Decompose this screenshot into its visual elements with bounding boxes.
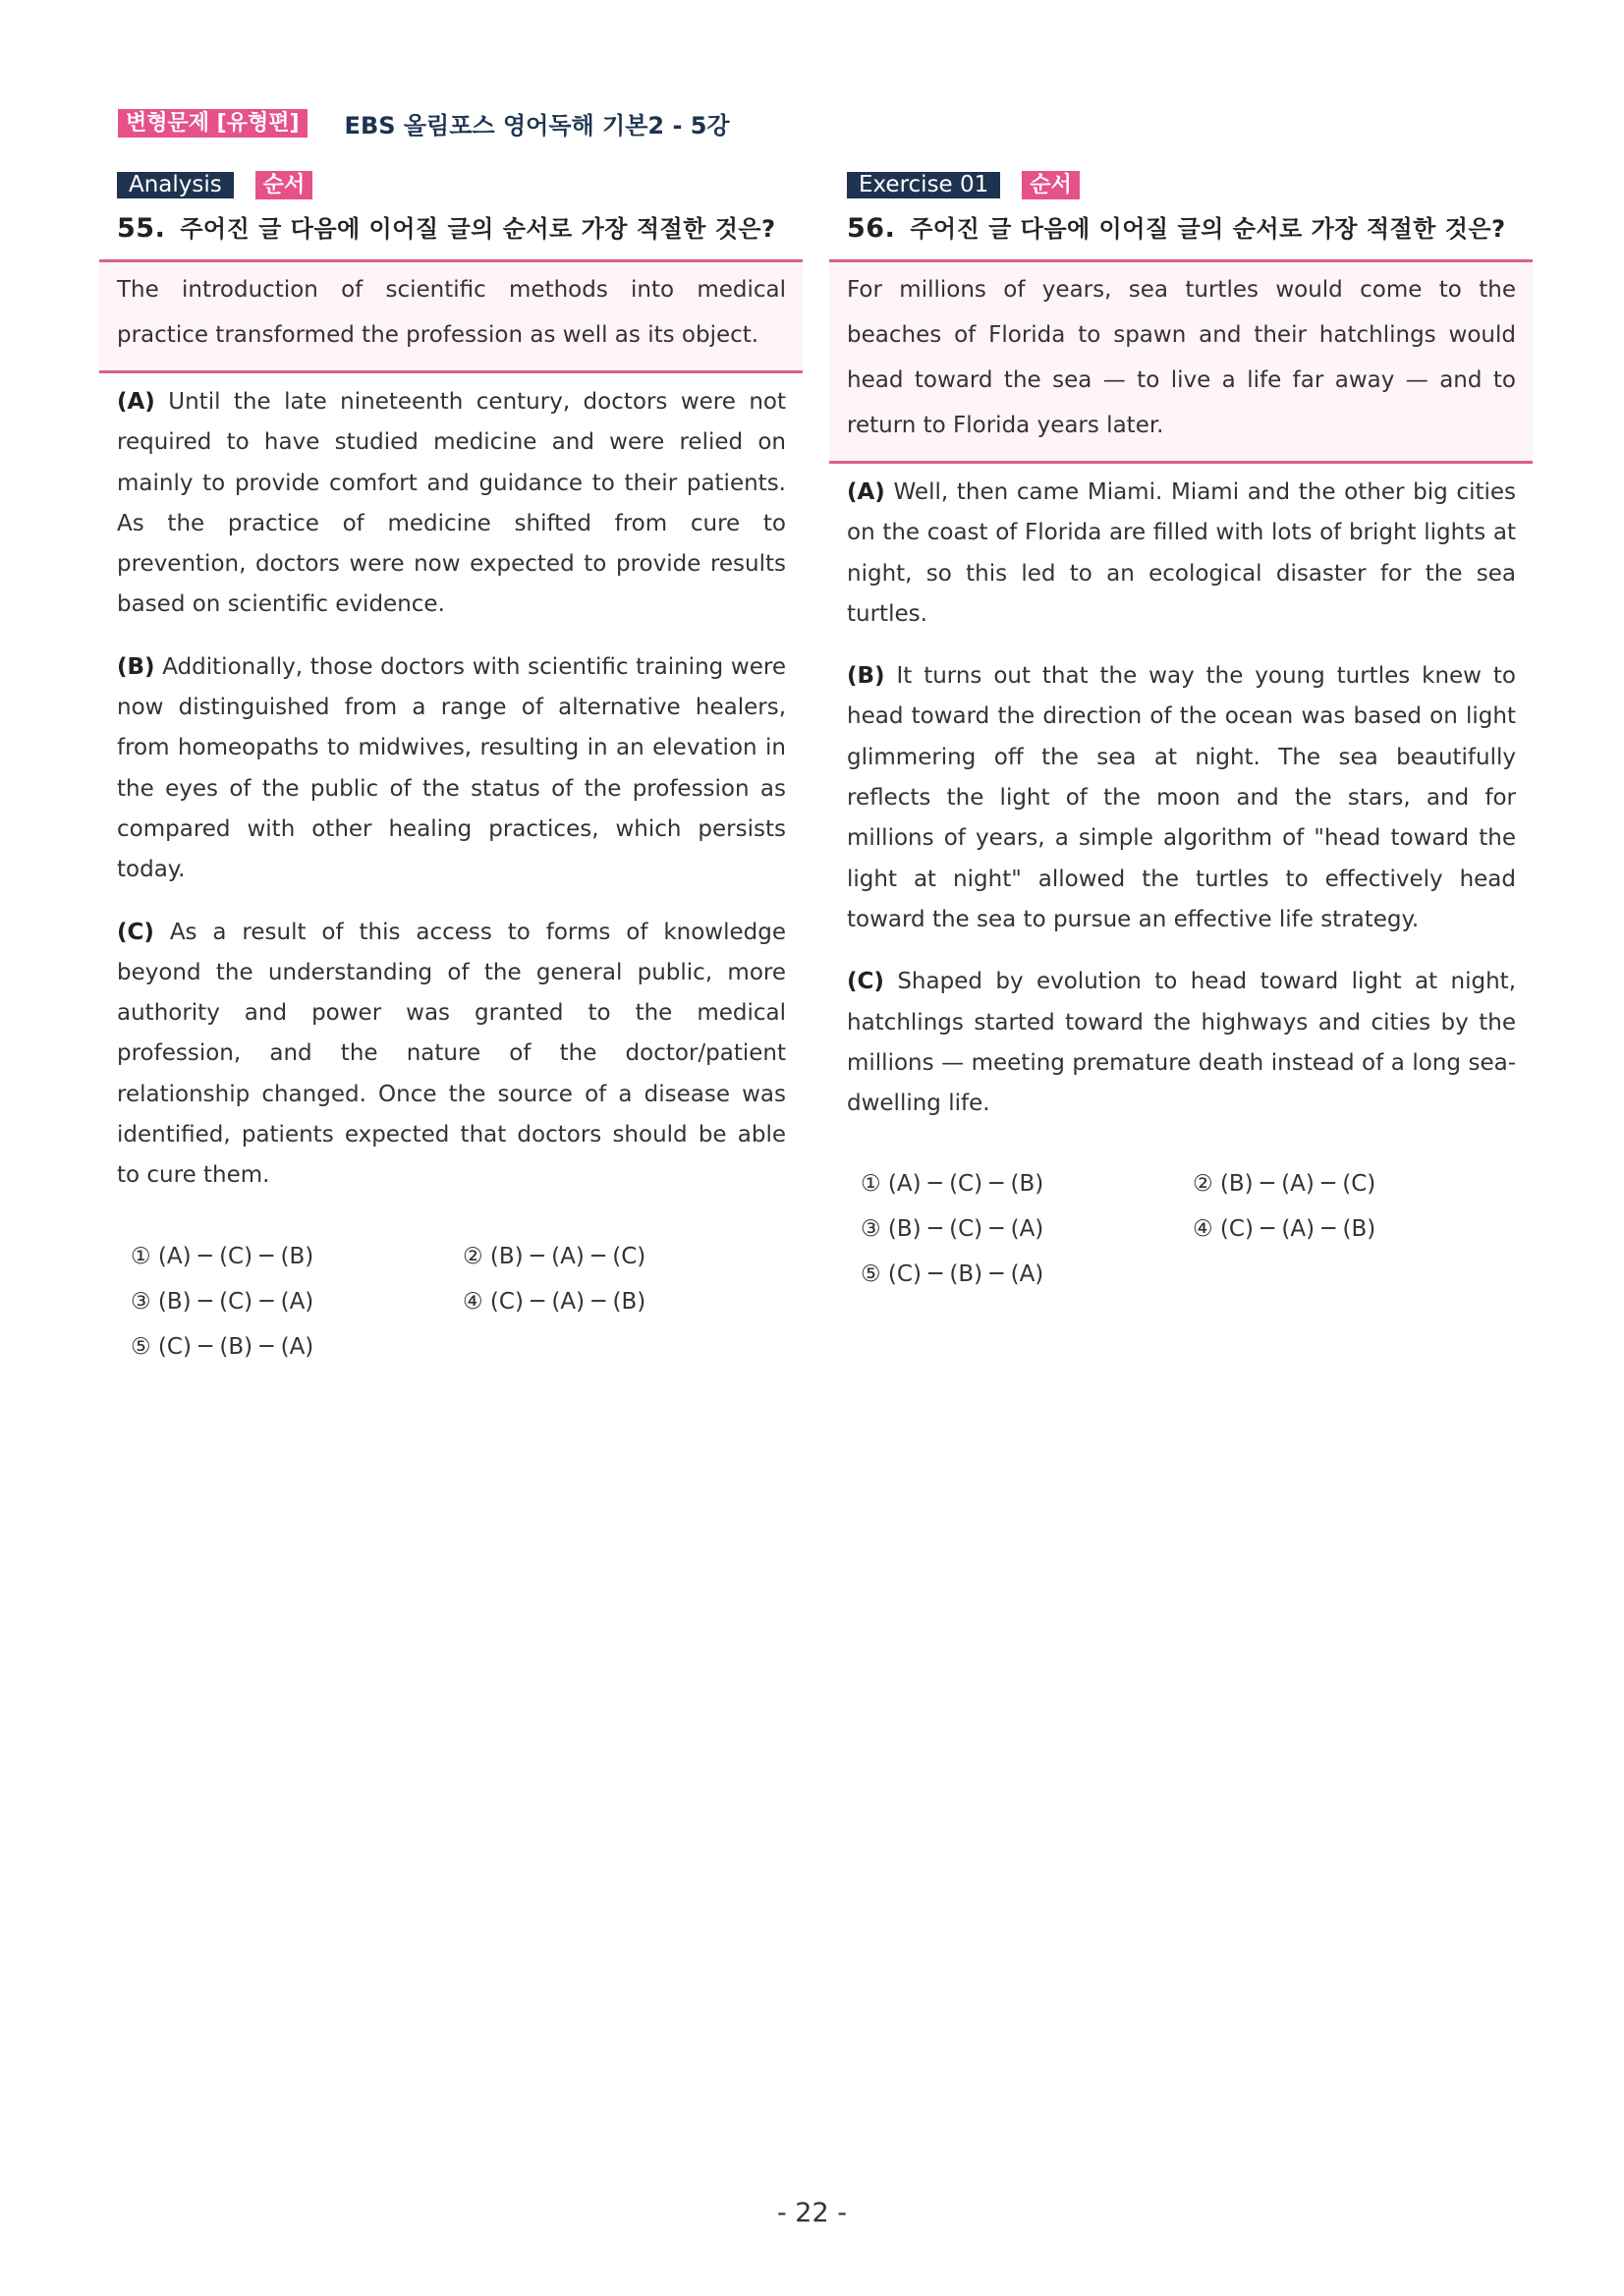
choice-4: ④ (C) ─ (A) ─ (B) [463, 1288, 646, 1315]
passage-c [829, 962, 1533, 1124]
given-passage: For millions of years, sea turtles would come to the beaches of Florida to spawn and their hatchlings would head toward the sea — to live a life far away — and to return to Florida years later. [847, 277, 1516, 438]
answer-choices [131, 1238, 803, 1366]
passage-label: (C) [117, 919, 154, 945]
analysis-label: Analysis [117, 172, 234, 198]
passage-a [99, 382, 803, 626]
choice-5: ⑤ (C) ─ (B) ─ (A) [861, 1261, 1044, 1288]
passage-label: (B) [117, 653, 155, 680]
passage-label: (C) [847, 969, 884, 995]
page-number: - 22 - [776, 2198, 847, 2228]
answer-choices [861, 1165, 1533, 1293]
passage-b [99, 647, 803, 891]
passage-label: (B) [847, 663, 885, 690]
given-passage-box [829, 259, 1533, 464]
question-56 [829, 171, 1533, 1293]
worksheet-title: EBS 올림포스 영어독해 기본2 - 5강 [344, 112, 730, 140]
question-55 [99, 171, 803, 1366]
question-labels [117, 171, 803, 199]
passage-text: As a result of this access to forms of knowledge beyond the understanding of the general public, more authority and power was granted to the medical profession, and the nature of the doctor/patient relationship changed. Once the source of a disease was identified, patients expected that doctors should be able to cure them. [117, 919, 786, 1189]
passage-text: Well, then came Miami. Miami and the other big cities on the coast of Florida are filled with lots of bright lights at night, so this led to an ecological disaster for the sea turtles. [847, 479, 1517, 627]
passage-label: (A) [847, 479, 885, 505]
question-number: 55. [117, 213, 166, 244]
choice-1: ① (A) ─ (C) ─ (B) [131, 1243, 314, 1269]
passage-text: It turns out that the way the young turtles knew to head toward the direction of the ocean was based on light glimmering off the sea at night. The sea beautifully reflects the light of the moon and the stars, and for millions of years, a simple algorithm of "head toward the light at night" allowed the turtles to effectively head toward the sea to pursue an effective life strategy. [847, 663, 1516, 932]
question-labels [847, 171, 1533, 199]
question-title [847, 209, 1533, 244]
passage-text: Until the late nineteenth century, doctors were not required to have studied medicine and were relied on mainly to provide comfort and guidance to their patients. As the practice of medicine shifted from cure to prevention, doctors were now expected to provide results based on scientific evidence. [117, 389, 786, 618]
choice-3: ③ (B) ─ (C) ─ (A) [861, 1216, 1044, 1243]
worksheet-type-badge: 변형문제 [유형편] [118, 109, 308, 138]
passage-c [99, 913, 803, 1197]
passage-label: (A) [117, 389, 155, 415]
choice-3: ③ (B) ─ (C) ─ (A) [131, 1288, 314, 1315]
choice-2: ② (B) ─ (A) ─ (C) [463, 1243, 646, 1269]
question-prompt: 주어진 글 다음에 이어질 글의 순서로 가장 적절한 것은? [180, 215, 776, 243]
passage-text: Shaped by evolution to head toward light at night, hatchlings started toward the highways and cities by the millions — meeting premature death instead of a long sea-dwelling life. [847, 969, 1517, 1117]
given-passage-box [99, 259, 803, 373]
choice-2: ② (B) ─ (A) ─ (C) [1193, 1171, 1376, 1198]
choice-1: ① (A) ─ (C) ─ (B) [861, 1171, 1044, 1198]
question-prompt: 주어진 글 다음에 이어질 글의 순서로 가장 적절한 것은? [910, 215, 1506, 243]
exercise-label: Exercise 01 [847, 172, 1000, 198]
question-number: 56. [847, 213, 896, 244]
choice-4: ④ (C) ─ (A) ─ (B) [1193, 1216, 1376, 1243]
page-header [118, 106, 730, 140]
passage-text: Additionally, those doctors with scientific training were now distinguished from a range of alternative healers, from homeopaths to midwives, resulting in an elevation in the eyes of the public of the status of the profession as compared with other healing practices, which persists today. [117, 653, 786, 883]
given-passage: The introduction of scientific methods into medical practice transformed the profession as well as its object. [117, 277, 786, 348]
question-type-label: 순서 [1022, 171, 1080, 199]
question-type-label: 순서 [255, 171, 313, 199]
question-title [117, 209, 803, 244]
choice-5: ⑤ (C) ─ (B) ─ (A) [131, 1333, 314, 1360]
passage-a [829, 473, 1533, 635]
passage-b [829, 656, 1533, 940]
